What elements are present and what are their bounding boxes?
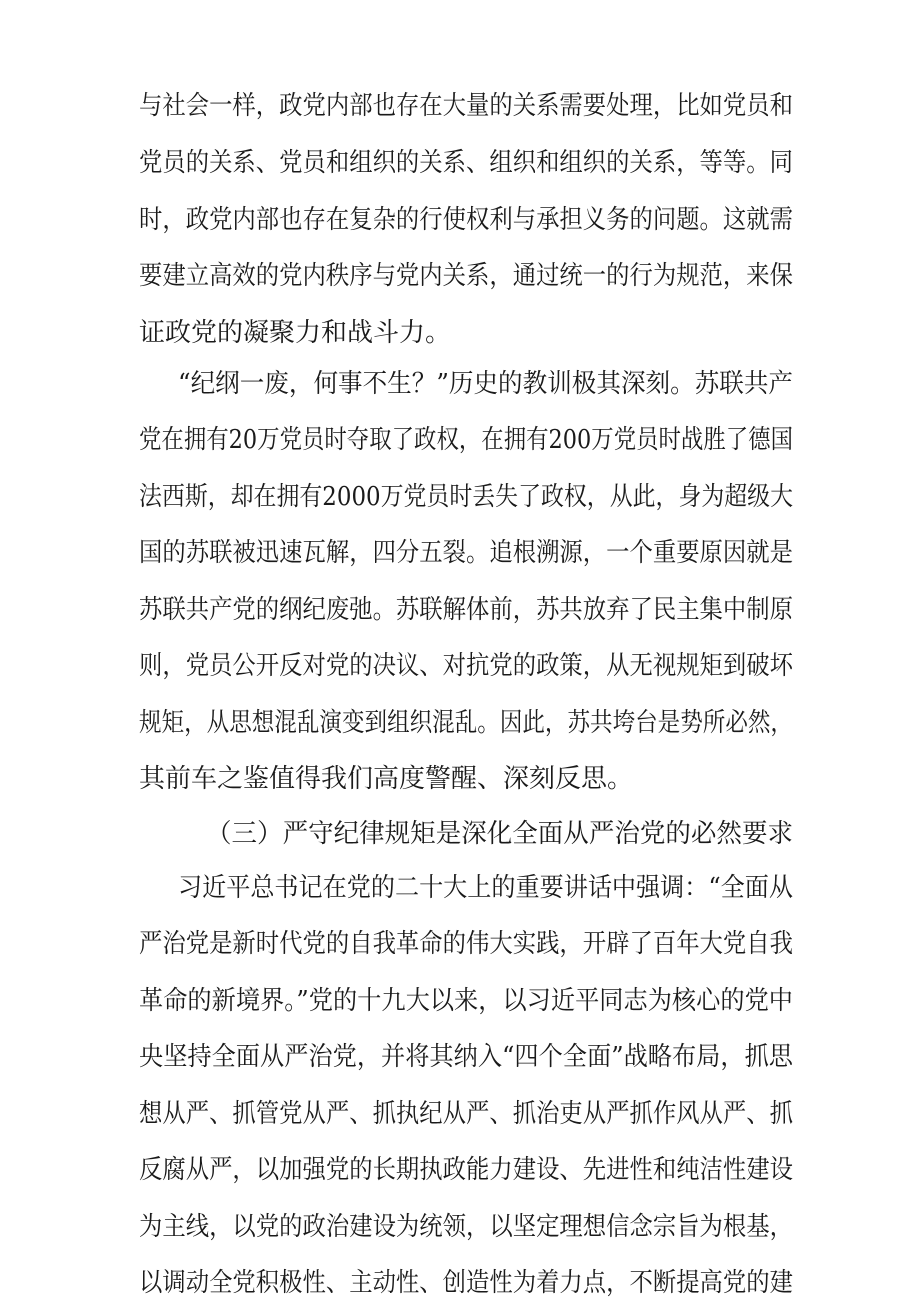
text-line xyxy=(0,533,920,573)
text-line xyxy=(0,420,920,460)
text-line xyxy=(0,1150,920,1190)
text-line-content: 革命的新境界。”党的十九大以来，以习近平同志为核心的党中 xyxy=(139,986,793,1016)
text-line-content: 苏联共产党的纲纪废弛。苏联解体前，苏共放弃了民主集中制原 xyxy=(139,595,793,625)
section-heading xyxy=(0,814,920,854)
text-line-content: 其前车之鉴值得我们高度警醒、深刻反思。 xyxy=(139,764,634,794)
text-line xyxy=(0,646,920,686)
text-line-content: 法西斯，却在拥有2000万党员时丢失了政权，从此，身为超级大 xyxy=(139,482,793,512)
text-line xyxy=(0,1037,920,1077)
text-line-content: 严治党是新时代党的自我革命的伟大实践，开辟了百年大党自我 xyxy=(139,929,793,959)
text-line xyxy=(0,759,920,799)
text-line-content: 要建立高效的党内秩序与党内关系，通过统一的行为规范，来保 xyxy=(139,261,793,291)
text-line xyxy=(0,1207,920,1247)
text-line-content: 习近平总书记在党的二十大上的重要讲话中强调：“全面从 xyxy=(178,873,793,903)
text-line xyxy=(0,313,920,353)
text-line-content: 为主线，以党的政治建设为统领，以坚定理想信念宗旨为根基， xyxy=(139,1212,793,1242)
text-line xyxy=(0,477,920,517)
text-line-content: 规矩，从思想混乱演变到组织混乱。因此，苏共垮台是势所必然， xyxy=(139,708,793,738)
text-line xyxy=(0,868,920,908)
text-line-content: 想从严、抓管党从严、抓执纪从严、抓治吏从严抓作风从严、抓 xyxy=(139,1099,793,1129)
section-heading-text: （三）严守纪律规矩是深化全面从严治党的必然要求 xyxy=(206,819,793,849)
text-line-content: 央坚持全面从严治党，并将其纳入“四个全面”战略布局，抓思 xyxy=(139,1042,793,1072)
text-line xyxy=(0,703,920,743)
text-line xyxy=(0,364,920,404)
text-line xyxy=(0,143,920,183)
text-line-content: 反腐从严，以加强党的长期执政能力建设、先进性和纯洁性建设 xyxy=(139,1155,793,1185)
text-line xyxy=(0,86,920,126)
text-line xyxy=(0,1263,920,1303)
text-line xyxy=(0,981,920,1021)
text-line-content: 党员的关系、党员和组织的关系、组织和组织的关系，等等。同 xyxy=(139,148,793,178)
text-line-content: 以调动全党积极性、主动性、创造性为着力点，不断提高党的建 xyxy=(139,1268,793,1298)
text-line-content: 国的苏联被迅速瓦解，四分五裂。追根溯源，一个重要原因就是 xyxy=(139,538,793,568)
text-line xyxy=(0,1094,920,1134)
text-line xyxy=(0,924,920,964)
text-line xyxy=(0,256,920,296)
text-line-content: 党在拥有20万党员时夺取了政权，在拥有200万党员时战胜了德国 xyxy=(139,425,793,455)
text-line-content: 时，政党内部也存在复杂的行使权利与承担义务的问题。这就需 xyxy=(139,205,793,235)
text-line-content: 证政党的凝聚力和战斗力。 xyxy=(139,318,452,348)
text-line-content: “纪纲一废，何事不生？”历史的教训极其深刻。苏联共产 xyxy=(178,369,793,399)
text-line xyxy=(0,200,920,240)
text-line xyxy=(0,590,920,630)
text-line-content: 与社会一样，政党内部也存在大量的关系需要处理，比如党员和 xyxy=(139,91,793,121)
text-line-content: 则，党员公开反对党的决议、对抗党的政策，从无视规矩到破坏 xyxy=(139,651,793,681)
